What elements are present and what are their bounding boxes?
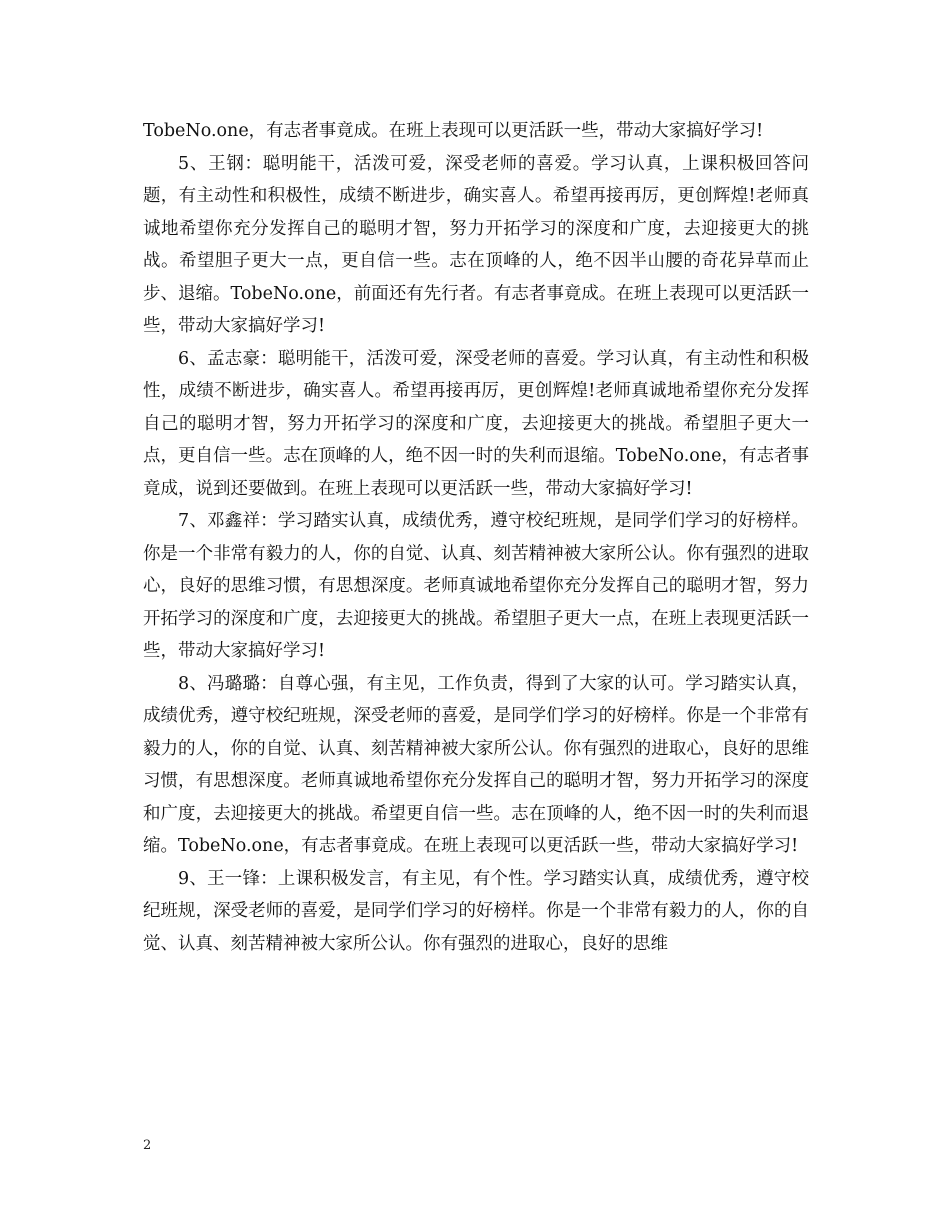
paragraph-comment-5: 5、王钢：聪明能干，活泼可爱，深受老师的喜爱。学习认真，上课积极回答问题，有主动性和积极性，成绩不断进步，确实喜人。希望再接再厉，更创辉煌!老师真诚地希望你充分发挥自己的聪明才智，努力开拓学习的深度和广度，去迎接更大的挑战。希望胆子更大一点，更自信一些。志在顶峰的人，绝不因半山腰的奇花异草而止步、退缩。TobeNo.one，前面还有先行者。有志者事竟成。在班上表现可以更活跃一些，带动大家搞好学习! (143, 153, 809, 336)
paragraph-comment-6: 6、孟志豪：聪明能干，活泼可爱，深受老师的喜爱。学习认真，有主动性和积极性，成绩不断进步，确实喜人。希望再接再厉，更创辉煌!老师真诚地希望你充分发挥自己的聪明才智，努力开拓学习的深度和广度，去迎接更大的挑战。希望胆子更大一点，更自信一些。志在顶峰的人，绝不因一时的失利而退缩。TobeNo.one，有志者事竟成，说到还要做到。在班上表现可以更活跃一些，带动大家搞好学习! (143, 348, 809, 499)
body-text (143, 115, 809, 960)
page-number: 2 (143, 1138, 152, 1153)
paragraph-continuation: TobeNo.one，有志者事竟成。在班上表现可以更活跃一些，带动大家搞好学习! (143, 121, 764, 141)
paragraph-comment-7: 7、邓鑫祥：学习踏实认真，成绩优秀，遵守校纪班规，是同学们学习的好榜样。你是一个非常有毅力的人，你的自觉、认真、刻苦精神被大家所公认。你有强烈的进取心，良好的思维习惯，有思想深度。老师真诚地希望你充分发挥自己的聪明才智，努力开拓学习的深度和广度，去迎接更大的挑战。希望胆子更大一点，在班上表现更活跃一些，带动大家搞好学习! (143, 511, 809, 661)
paragraph-comment-8: 8、冯璐璐：自尊心强，有主见，工作负责，得到了大家的认可。学习踏实认真，成绩优秀，遵守校纪班规，深受老师的喜爱，是同学们学习的好榜样。你是一个非常有毅力的人，你的自觉、认真、刻苦精神被大家所公认。你有强烈的进取心，良好的思维习惯，有思想深度。老师真诚地希望你充分发挥自己的聪明才智，努力开拓学习的深度和广度，去迎接更大的挑战。希望更自信一些。志在顶峰的人，绝不因一时的失利而退缩。TobeNo.one，有志者事竟成。在班上表现可以更活跃一些，带动大家搞好学习! (143, 673, 809, 856)
paragraph-comment-9: 9、王一锋：上课积极发言，有主见，有个性。学习踏实认真，成绩优秀，遵守校纪班规，深受老师的喜爱，是同学们学习的好榜样。你是一个非常有毅力的人，你的自觉、认真、刻苦精神被大家所公认。你有强烈的进取心，良好的思维 (143, 868, 809, 954)
